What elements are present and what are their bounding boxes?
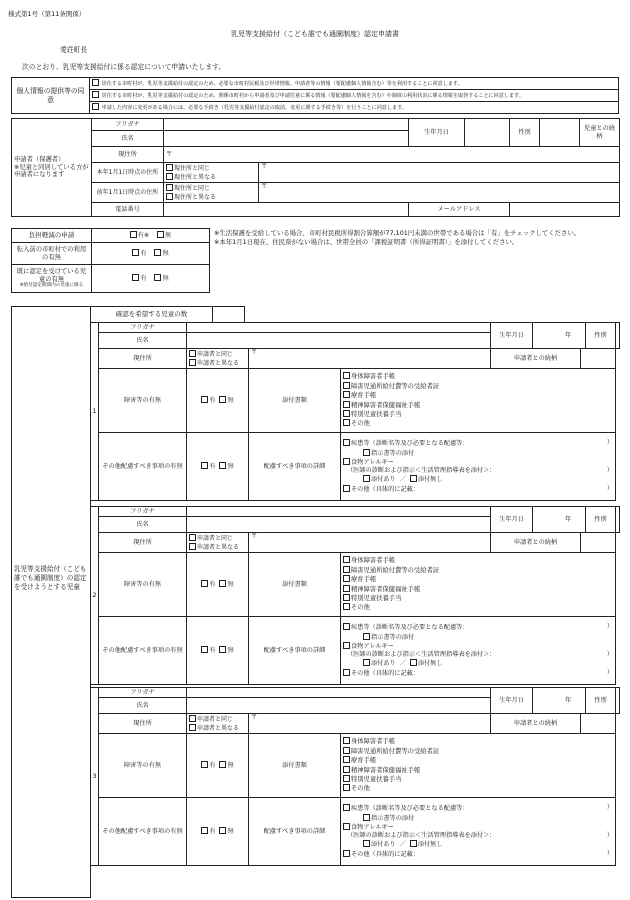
child-furigana-field[interactable] bbox=[187, 323, 491, 333]
checkbox[interactable] bbox=[189, 543, 196, 550]
previous-use-options[interactable]: 有 無 bbox=[92, 243, 210, 265]
attach-item-label: 特別児童扶養手当 bbox=[351, 775, 402, 783]
child-address-field[interactable]: 〒 bbox=[249, 533, 491, 553]
checkbox[interactable] bbox=[343, 458, 350, 465]
checkbox[interactable] bbox=[201, 761, 208, 768]
applicant-table bbox=[11, 118, 620, 217]
checkbox[interactable] bbox=[410, 475, 417, 482]
child-birth-field[interactable]: 年 bbox=[533, 688, 586, 714]
phone-field[interactable] bbox=[164, 203, 409, 217]
child-count-label: 確認を希望する児童の数 bbox=[91, 307, 213, 323]
attach-label: 添付書類 bbox=[249, 734, 341, 798]
child-block bbox=[90, 506, 620, 685]
attach-item-label: その他 bbox=[351, 604, 370, 612]
relation-label: 申請者との続柄 bbox=[491, 349, 581, 369]
burden-note-2: ※本年1月1日現在、住民票がない場合は、世帯全員の「課税証明書（所得証明書）」を添付してください。 bbox=[214, 237, 519, 246]
checkbox[interactable] bbox=[189, 359, 196, 366]
furigana-label: フリガナ bbox=[99, 323, 187, 333]
applicant-birth-field[interactable] bbox=[465, 119, 510, 147]
checkbox[interactable] bbox=[363, 659, 370, 666]
checkbox[interactable] bbox=[219, 396, 226, 403]
child-address-options[interactable]: 申請者と同じ 申請者と異なる bbox=[187, 533, 249, 553]
disability-options[interactable]: 有 無 bbox=[187, 553, 249, 617]
checkbox[interactable] bbox=[343, 775, 350, 782]
checkbox[interactable] bbox=[343, 747, 350, 754]
children-section-label-box bbox=[11, 306, 91, 898]
child-birth-field[interactable]: 年 bbox=[533, 323, 586, 349]
child-gender-field[interactable] bbox=[616, 688, 620, 714]
jan1-this-address-field[interactable]: 〒 bbox=[259, 163, 620, 183]
checkbox[interactable] bbox=[410, 659, 417, 666]
care-detail-options[interactable]: 疾患等（診断名等及び必要となる配慮等： ） 指示書等の添付 食物アレルギー （医師の診断および指示＜生活管理指導表を添付＞： ） 添付あり ／ 添付無し その他（具体的に記載： ） bbox=[341, 617, 616, 685]
consent-item-3[interactable]: 申請した内容に変更がある場合には、必要な手続き（乳児等支援給付認定の取消、変更に関する手続き等）を行うことに同意します。 bbox=[90, 102, 619, 114]
email-label: メールアドレス bbox=[409, 203, 510, 217]
checkbox[interactable] bbox=[343, 575, 350, 582]
child-relation-field[interactable] bbox=[581, 714, 616, 734]
child-block bbox=[90, 687, 620, 866]
child-block bbox=[90, 322, 620, 501]
form-number: 様式第1号（第11条関係） bbox=[8, 10, 86, 18]
care-options[interactable]: 有 無 bbox=[187, 433, 249, 501]
child-number: 3 bbox=[91, 688, 99, 866]
checkbox[interactable] bbox=[189, 534, 196, 541]
checkbox[interactable] bbox=[343, 737, 350, 744]
consent-item-2[interactable]: 居住する市町村が、乳児等支援給付の認定のため、関係市町村から申請者及び申請児童に係る情報（要配慮個人情報を含む）や制度の利用状況に係る情報を取得することに同意します。 bbox=[90, 90, 619, 102]
attach-item-label: 障害児通所給付費等の受給者証 bbox=[351, 566, 440, 574]
disability-label: 障害等の有無 bbox=[99, 553, 187, 617]
checkbox[interactable] bbox=[343, 372, 350, 379]
checkbox[interactable] bbox=[201, 462, 208, 469]
applicant-gender-field[interactable] bbox=[540, 119, 580, 147]
care-options[interactable]: 有 無 bbox=[187, 798, 249, 866]
birth-label: 生年月日 bbox=[491, 688, 533, 714]
applicant-address-field[interactable]: 〒 bbox=[164, 147, 620, 163]
care-detail-options[interactable]: 疾患等（診断名等及び必要となる配慮等： ） 指示書等の添付 食物アレルギー （医師の診断および指示＜生活管理指導表を添付＞： ） 添付あり ／ 添付無し その他（具体的に記載： ） bbox=[341, 433, 616, 501]
checkbox[interactable] bbox=[343, 850, 350, 857]
disability-options[interactable]: 有 無 bbox=[187, 734, 249, 798]
child-relation-field[interactable] bbox=[581, 349, 616, 369]
jan1-this-label: 本年1月1日時点の住所 bbox=[92, 163, 164, 183]
burden-options[interactable]: 有※ 無 bbox=[92, 229, 210, 243]
consent-item-1[interactable]: 居住する市町村が、乳児等支援給付の認定のため、必要な市町村民税及び世帯情報、申請者等の情報（要配慮個人情報含む）等を利用することに同意します。 bbox=[90, 78, 619, 90]
disability-label: 障害等の有無 bbox=[99, 369, 187, 433]
checkbox[interactable] bbox=[219, 462, 226, 469]
checkbox[interactable] bbox=[219, 761, 226, 768]
checkbox[interactable] bbox=[363, 633, 370, 640]
child-number: 1 bbox=[91, 323, 99, 501]
certified-child-options[interactable]: 有 無 bbox=[92, 265, 210, 293]
checkbox[interactable] bbox=[343, 766, 350, 773]
applicant-name-field[interactable] bbox=[164, 131, 409, 147]
attach-label: 添付書類 bbox=[249, 369, 341, 433]
child-furigana-field[interactable] bbox=[187, 688, 491, 698]
care-options[interactable]: 有 無 bbox=[187, 617, 249, 685]
child-address-field[interactable]: 〒 bbox=[249, 714, 491, 734]
checkbox[interactable] bbox=[166, 173, 173, 180]
applicant-section-label: 申請者（保護者） ※児童と同居している方が申請者になります bbox=[12, 119, 92, 217]
checkbox[interactable] bbox=[157, 231, 164, 238]
attach-item[interactable] bbox=[343, 747, 613, 756]
name-label: 氏名 bbox=[99, 698, 187, 714]
attach-item-label: 療育手帳 bbox=[351, 757, 377, 765]
attach-item[interactable] bbox=[343, 575, 613, 584]
addressee: 愛荘町長 bbox=[60, 46, 88, 54]
checkbox[interactable] bbox=[343, 642, 350, 649]
jan1-this-options[interactable]: 現住所と同じ 現住所と異なる bbox=[164, 163, 259, 183]
checkbox[interactable] bbox=[343, 419, 350, 426]
checkbox[interactable] bbox=[201, 580, 208, 587]
checkbox[interactable] bbox=[363, 840, 370, 847]
furigana-label: フリガナ bbox=[92, 119, 164, 131]
child-gender-field[interactable] bbox=[616, 323, 620, 349]
checkbox[interactable] bbox=[189, 350, 196, 357]
form-title: 乳児等支援給付（こども誰でも通園制度）認定申請書 bbox=[231, 30, 399, 38]
checkbox[interactable] bbox=[343, 603, 350, 610]
checkbox[interactable] bbox=[201, 827, 208, 834]
checkbox[interactable] bbox=[189, 724, 196, 731]
attach-item-label: 療育手帳 bbox=[351, 392, 377, 400]
attach-item[interactable] bbox=[343, 585, 613, 594]
checkbox[interactable] bbox=[363, 449, 370, 456]
checkbox[interactable] bbox=[410, 840, 417, 847]
checkbox[interactable] bbox=[166, 193, 173, 200]
checkbox[interactable] bbox=[201, 396, 208, 403]
checkbox[interactable] bbox=[166, 184, 173, 191]
attach-item[interactable] bbox=[343, 382, 613, 391]
jan1-prev-address-field[interactable]: 〒 bbox=[259, 183, 620, 203]
child-name-field[interactable] bbox=[187, 698, 491, 714]
care-label: その他配慮すべき事項の有無 bbox=[99, 433, 187, 501]
care-label: その他配慮すべき事項の有無 bbox=[99, 617, 187, 685]
address-label: 現住所 bbox=[99, 714, 187, 734]
checkbox[interactable] bbox=[219, 580, 226, 587]
birth-label: 生年月日 bbox=[491, 323, 533, 349]
checkbox[interactable] bbox=[343, 756, 350, 763]
consent-table bbox=[11, 77, 619, 114]
checkbox[interactable] bbox=[154, 274, 161, 281]
checkbox[interactable] bbox=[189, 715, 196, 722]
attach-item-label: 障害児通所給付費等の受給者証 bbox=[351, 747, 440, 755]
checkbox[interactable] bbox=[343, 391, 350, 398]
attach-item-label: 障害児通所給付費等の受給者証 bbox=[351, 382, 440, 390]
checkbox[interactable] bbox=[132, 249, 139, 256]
applicant-furigana-field[interactable] bbox=[164, 119, 409, 131]
child-name-field[interactable] bbox=[187, 333, 491, 349]
care-detail-label: 配慮すべき事項の詳細 bbox=[249, 433, 341, 501]
burden-note-1: ※生活保護を受給している場合、市町村民税所得割合算額が77,101円未満の世帯である場合は「有」をチェックしてください。 bbox=[214, 229, 581, 237]
name-label: 氏名 bbox=[99, 333, 187, 349]
attach-item[interactable] bbox=[343, 419, 613, 428]
attach-item-label: その他 bbox=[351, 785, 370, 793]
checkbox[interactable] bbox=[343, 566, 350, 573]
child-address-options[interactable]: 申請者と同じ 申請者と異なる bbox=[187, 349, 249, 369]
child-relation-field[interactable] bbox=[581, 533, 616, 553]
child-number: 2 bbox=[91, 507, 99, 685]
child-address-field[interactable]: 〒 bbox=[249, 349, 491, 369]
jan1-prev-options[interactable]: 現住所と同じ 現住所と異なる bbox=[164, 183, 259, 203]
checkbox[interactable] bbox=[166, 164, 173, 171]
furigana-label: フリガナ bbox=[99, 507, 187, 517]
burden-label: 負担軽減の申請 bbox=[12, 229, 92, 243]
checkbox[interactable] bbox=[201, 646, 208, 653]
attach-item[interactable] bbox=[343, 594, 613, 603]
relation-label: 申請者との続柄 bbox=[491, 714, 581, 734]
checkbox[interactable] bbox=[343, 784, 350, 791]
attach-item[interactable] bbox=[343, 401, 613, 410]
gender-label: 性別 bbox=[586, 688, 616, 714]
address-label: 現住所 bbox=[99, 533, 187, 553]
attach-options[interactable] bbox=[341, 553, 616, 617]
care-detail-label: 配慮すべき事項の詳細 bbox=[249, 617, 341, 685]
disability-label: 障害等の有無 bbox=[99, 734, 187, 798]
child-address-options[interactable]: 申請者と同じ 申請者と異なる bbox=[187, 714, 249, 734]
birth-label: 生年月日 bbox=[491, 507, 533, 533]
attach-item[interactable] bbox=[343, 556, 613, 565]
attach-item-label: 精神障害者保健福祉手帳 bbox=[351, 766, 421, 774]
attach-item-label: 身体障害者手帳 bbox=[351, 557, 396, 565]
attach-item-label: 精神障害者保健福祉手帳 bbox=[351, 585, 421, 593]
name-label: 氏名 bbox=[99, 517, 187, 533]
status-table bbox=[11, 228, 210, 293]
gender-label: 性別 bbox=[586, 507, 616, 533]
child-name-field[interactable] bbox=[187, 517, 491, 533]
attach-item[interactable] bbox=[343, 737, 613, 746]
checkbox[interactable] bbox=[130, 231, 137, 238]
address-label: 現住所 bbox=[92, 147, 164, 163]
furigana-label: フリガナ bbox=[99, 688, 187, 698]
attach-item[interactable] bbox=[343, 566, 613, 575]
checkbox[interactable] bbox=[343, 401, 350, 408]
checkbox[interactable] bbox=[363, 475, 370, 482]
checkbox[interactable] bbox=[92, 79, 99, 86]
checkbox[interactable] bbox=[343, 669, 350, 676]
email-field[interactable] bbox=[510, 203, 620, 217]
certified-child-label: 既に認定を受けている児童の有無 ※給付認定期間内の児童に限る bbox=[12, 265, 92, 293]
relation-label: 申請者との続柄 bbox=[491, 533, 581, 553]
attach-item[interactable] bbox=[343, 372, 613, 381]
child-birth-field[interactable]: 年 bbox=[533, 507, 586, 533]
child-furigana-field[interactable] bbox=[187, 507, 491, 517]
gender-label: 性別 bbox=[510, 119, 540, 147]
attach-item[interactable] bbox=[343, 756, 613, 765]
attach-item[interactable] bbox=[343, 391, 613, 400]
attach-item-label: 身体障害者手帳 bbox=[351, 738, 396, 746]
checkbox[interactable] bbox=[343, 439, 350, 446]
care-detail-label: 配慮すべき事項の詳細 bbox=[249, 798, 341, 866]
child-gender-field[interactable] bbox=[616, 507, 620, 533]
child-count-field[interactable] bbox=[213, 307, 245, 323]
attach-item-label: 特別児童扶養手当 bbox=[351, 594, 402, 602]
intro-text: 次のとおり、乳児等支援給付に係る認定について申請いたします。 bbox=[22, 63, 226, 71]
burden-notes bbox=[214, 229, 620, 246]
checkbox[interactable] bbox=[343, 823, 350, 830]
attach-item-label: 特別児童扶養手当 bbox=[351, 410, 402, 418]
attach-item-label: 療育手帳 bbox=[351, 576, 377, 584]
checkbox[interactable] bbox=[343, 556, 350, 563]
previous-use-label: 転入前の市町村での利用の有無 bbox=[12, 243, 92, 265]
attach-item[interactable] bbox=[343, 784, 613, 793]
checkbox[interactable] bbox=[219, 646, 226, 653]
phone-label: 電話番号 bbox=[92, 203, 164, 217]
checkbox[interactable] bbox=[363, 814, 370, 821]
checkbox[interactable] bbox=[92, 103, 99, 110]
disability-options[interactable]: 有 無 bbox=[187, 369, 249, 433]
attach-item-label: 精神障害者保健福祉手帳 bbox=[351, 401, 421, 409]
checkbox[interactable] bbox=[343, 623, 350, 630]
checkbox[interactable] bbox=[343, 485, 350, 492]
checkbox[interactable] bbox=[343, 410, 350, 417]
checkbox[interactable] bbox=[92, 91, 99, 98]
attach-options[interactable] bbox=[341, 734, 616, 798]
care-label: その他配慮すべき事項の有無 bbox=[99, 798, 187, 866]
checkbox[interactable] bbox=[154, 249, 161, 256]
checkbox[interactable] bbox=[343, 804, 350, 811]
name-label: 氏名 bbox=[92, 131, 164, 147]
checkbox[interactable] bbox=[132, 274, 139, 281]
attach-options[interactable] bbox=[341, 369, 616, 433]
checkbox[interactable] bbox=[343, 382, 350, 389]
attach-item[interactable] bbox=[343, 603, 613, 612]
child-count-table bbox=[90, 306, 245, 323]
birth-label: 生年月日 bbox=[409, 119, 465, 147]
attach-label: 添付書類 bbox=[249, 553, 341, 617]
care-detail-options[interactable]: 疾患等（診断名等及び必要となる配慮等： ） 指示書等の添付 食物アレルギー （医師の診断および指示＜生活管理指導表を添付＞： ） 添付あり ／ 添付無し その他（具体的に記載： ） bbox=[341, 798, 616, 866]
attach-item[interactable] bbox=[343, 775, 613, 784]
checkbox[interactable] bbox=[219, 827, 226, 834]
consent-label: 個人情報の提供等の同意 bbox=[12, 78, 90, 114]
attach-item[interactable] bbox=[343, 410, 613, 419]
attach-item-label: 身体障害者手帳 bbox=[351, 373, 396, 381]
checkbox[interactable] bbox=[343, 585, 350, 592]
attach-item[interactable] bbox=[343, 766, 613, 775]
children-section-label: 乳児等支援給付（こども誰でも通園制度）の認定を受けようとする児童 bbox=[14, 565, 87, 592]
jan1-prev-label: 前年1月1日時点の住所 bbox=[92, 183, 164, 203]
checkbox[interactable] bbox=[343, 594, 350, 601]
address-label: 現住所 bbox=[99, 349, 187, 369]
attach-item-label: その他 bbox=[351, 420, 370, 428]
relation-label: 児童との続柄 bbox=[580, 119, 620, 147]
gender-label: 性別 bbox=[586, 323, 616, 349]
